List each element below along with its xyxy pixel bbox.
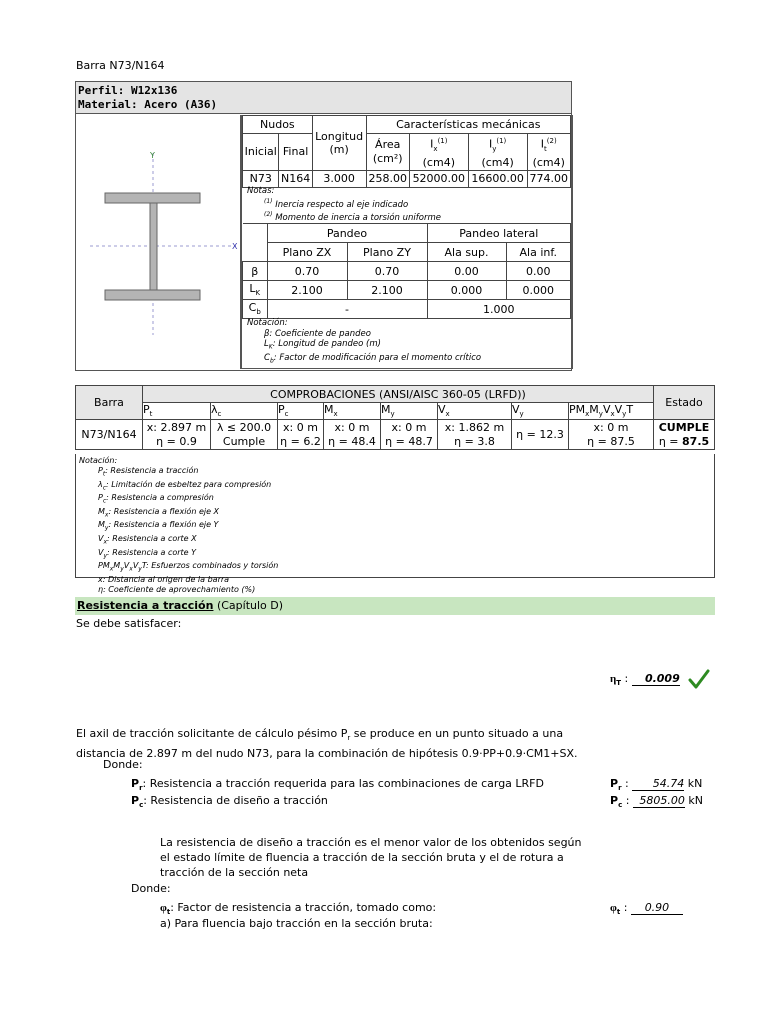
col-header-vy: $V_y$	[512, 403, 569, 420]
cell-value: 0.000	[427, 281, 506, 300]
cell-it: 774.00	[527, 170, 570, 187]
check-cell: λ ≤ 200.0 Cumple	[211, 420, 278, 450]
comprobaciones-header: COMPROBACIONES (ANSI/AISC 360-05 (LRFD))	[143, 386, 654, 403]
i-beam-section-graphic	[76, 115, 241, 369]
section-drawing	[76, 115, 242, 369]
notes-title: Notación:	[79, 456, 118, 465]
cell-value: 0.70	[267, 262, 347, 281]
status-cell: CUMPLE η = 87.5	[654, 420, 715, 450]
note-line: $M_y$: Resistencia a flexión eje Y	[98, 520, 219, 532]
buckling-table	[242, 223, 571, 319]
note-line: β: Coeficiente de pandeo	[264, 328, 371, 339]
it-header: $I_t^{(2)}$ (cm4)	[527, 134, 570, 171]
check-mark-icon	[688, 668, 710, 690]
table-row	[243, 262, 571, 281]
area-header: Área (cm²)	[366, 134, 409, 171]
col-header-lc: $\lambda_c$	[211, 403, 278, 420]
paragraph-2: La resistencia de diseño a tracción es el menor valor de los obtenidos según el estado límite de fluencia a tracción de la sección bruta y el de rotura a tracción de la sección neta	[160, 836, 582, 879]
note-line: $C_b$: Factor de modificación para el momento crítico	[264, 353, 482, 365]
note-line: $V_y$: Resistencia a corte Y	[98, 547, 197, 560]
pandeo-lateral-header: Pandeo lateral	[427, 224, 571, 243]
cell-iy: 16600.00	[468, 170, 527, 187]
table-row	[243, 300, 571, 319]
eta-result: $\eta_T$ : 0.009	[610, 672, 680, 688]
notes-title: Notas:	[247, 186, 275, 196]
eta-value: 0.009	[632, 672, 680, 686]
pc-value: 5805.00	[633, 794, 685, 808]
ix-header: $I_x^{(1)}$ (cm4)	[409, 134, 468, 171]
caracteristicas-header: Características mecánicas	[366, 116, 570, 134]
check-cell: η = 12.3	[512, 420, 569, 450]
section-chapter: (Capítulo D)	[216, 599, 284, 612]
cell-inicial: N73	[243, 170, 279, 187]
note-line: $M_x$: Resistencia a flexión eje X	[98, 506, 220, 519]
cell-final: N164	[280, 172, 311, 186]
beta-label: β	[243, 262, 268, 281]
plano-zy-header: Plano ZY	[347, 243, 427, 262]
col-header-mx: $M_x$	[324, 403, 381, 420]
profile-material: Material: Acero (A36)	[78, 98, 218, 111]
bar-name-cell: N73/N164	[76, 420, 143, 450]
col-header-pc: $P_c$	[278, 403, 324, 420]
profile-header	[76, 82, 571, 114]
notes-list	[79, 466, 714, 595]
pr-value: 54.74	[632, 777, 684, 791]
pr-definition: $P_r$: Resistencia a tracción requerida para las combinaciones de carga LRFD	[131, 777, 544, 793]
check-cell: x: 0 m η = 48.4	[324, 420, 381, 450]
nodes-notes	[247, 186, 567, 223]
plano-zx-header: Plano ZX	[267, 243, 347, 262]
cell-value: 0.00	[506, 262, 571, 281]
profile-name: Perfil: W12x136	[78, 84, 178, 97]
iy-header: $I_y^{(1)}$ (cm4)	[468, 134, 527, 171]
col-header-pmmvvt: $PM_xM_yV_xV_yT$	[569, 403, 654, 420]
buckling-corner	[243, 224, 268, 262]
checks-notes	[75, 454, 715, 594]
phi-value-row: $\varphi_t$ : 0.90	[610, 901, 683, 916]
note-line: $\lambda_c$: Limitación de esbeltez para compresión	[98, 479, 272, 492]
note-line: $V_x$: Resistencia a corte X	[98, 533, 197, 546]
pr-value-row: $P_r$ : 54.74 kN	[610, 777, 703, 793]
checks-table	[75, 385, 715, 450]
lk-label: $L_K$	[243, 281, 268, 300]
ala-inf-header: Ala inf.	[506, 243, 571, 262]
phi-definition: $\varphi_t$: Factor de resistencia a tracción, tomado como:	[160, 901, 437, 917]
status-badge: CUMPLE	[658, 420, 710, 434]
item-a: a) Para fluencia bajo tracción en la sección bruta:	[160, 917, 433, 930]
satisfy-text: Se debe satisfacer:	[76, 617, 182, 630]
pandeo-header: Pandeo	[267, 224, 427, 243]
cell-value: -	[267, 300, 427, 319]
nudos-header: Nudos	[243, 116, 313, 134]
check-cell: x: 1.862 m η = 3.8	[438, 420, 512, 450]
x-axis-label: X	[232, 242, 238, 251]
note-line: $P_t$: Resistencia a tracción	[98, 466, 199, 478]
ala-sup-header: Ala sup.	[427, 243, 506, 262]
paragraph-1: El axil de tracción solicitante de cálculo pésimo $P_r$ se produce en un punto situado a una distancia de 2.897 m del nudo N73, para la combinación de hipótesis 0.9·PP+0.9·CM1+SX.	[76, 727, 578, 761]
cb-label: $C_b$	[243, 300, 268, 319]
cell-area: 258.00	[366, 170, 409, 187]
nodes-table	[242, 115, 571, 188]
buckling-notes	[247, 318, 567, 367]
bar-title: Barra N73/N164	[76, 59, 165, 72]
col-header-my: $M_y$	[381, 403, 438, 420]
note-line: x: Distancia al origen de la barra	[98, 574, 230, 584]
cell-longitud: 3.000	[312, 170, 366, 187]
pc-definition: $P_c$: Resistencia de diseño a tracción	[131, 794, 328, 810]
section-header-bar	[75, 597, 715, 615]
cell-value: 0.00	[427, 262, 506, 281]
y-axis-label: Y	[150, 151, 155, 160]
note-line: $P_c$: Resistencia a compresión	[98, 493, 214, 505]
final-header: Final	[279, 134, 312, 171]
check-cell: x: 0 m η = 87.5	[569, 420, 654, 450]
donde-label: Donde:	[103, 758, 143, 771]
check-cell: x: 0 m η = 48.7	[381, 420, 438, 450]
cell-value: 0.70	[347, 262, 427, 281]
col-header-vx: $V_x$	[438, 403, 512, 420]
cell-value: 1.000	[427, 300, 571, 319]
check-cell: x: 0 m η = 6.2	[278, 420, 324, 450]
phi-value: 0.90	[631, 901, 683, 915]
donde-label: Donde:	[131, 882, 171, 895]
table-row	[243, 170, 571, 187]
note-line: $^{(2)}$ Momento de inercia a torsión uniforme	[264, 210, 441, 223]
barra-header: Barra	[76, 386, 143, 420]
inicial-header: Inicial	[243, 134, 279, 171]
note-line: η: Coeficiente de aprovechamiento (%)	[98, 584, 256, 594]
cell-value: 2.100	[347, 281, 427, 300]
longitud-header: Longitud (m)	[312, 116, 366, 171]
cell-ix: 52000.00	[409, 170, 468, 187]
note-line: $^{(1)}$ Inercia respecto al eje indicado	[264, 197, 409, 210]
estado-header: Estado	[654, 386, 715, 420]
notes-title: Notación:	[247, 318, 288, 328]
table-row	[243, 281, 571, 300]
note-line: $L_K$: Longitud de pandeo (m)	[264, 339, 381, 351]
section-title: Resistencia a tracción	[77, 599, 214, 612]
cell-value: 0.000	[506, 281, 571, 300]
col-header-pt: $P_t$	[143, 403, 211, 420]
cell-value: 2.100	[267, 281, 347, 300]
table-row	[76, 420, 715, 450]
note-line: $PM_xM_yV_xV_yT$: Esfuerzos combinados y torsión	[98, 561, 279, 573]
pc-value-row: $P_c$ : 5805.00 kN	[610, 794, 704, 810]
check-cell: x: 2.897 m η = 0.9	[143, 420, 211, 450]
